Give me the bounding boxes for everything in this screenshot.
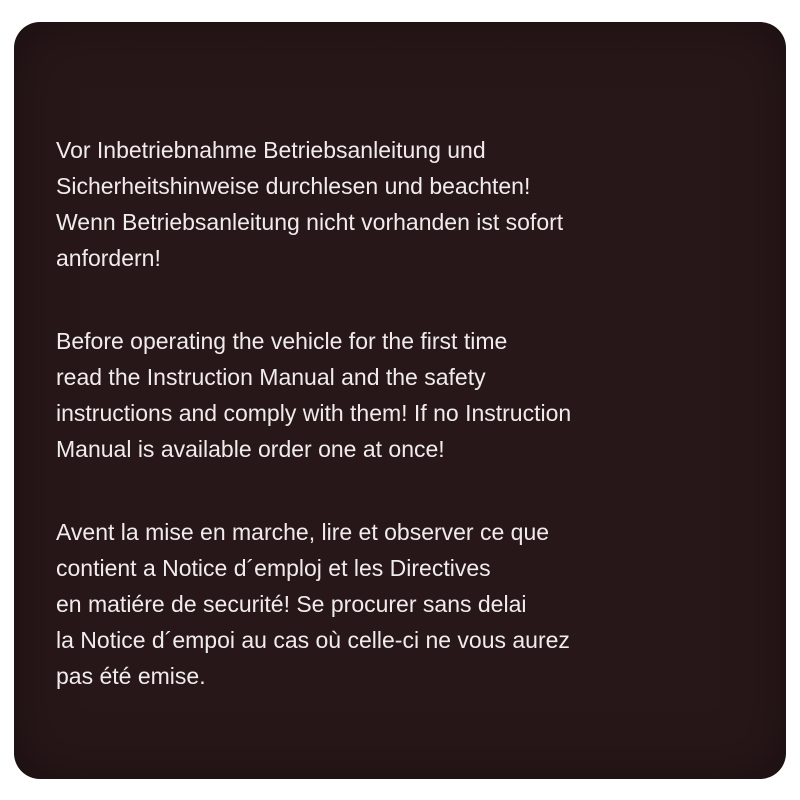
text-line: read the Instruction Manual and the safety (56, 364, 486, 390)
text-line: anfordern! (56, 245, 161, 271)
text-line: Before operating the vehicle for the first time (56, 328, 508, 354)
paragraph-french (56, 514, 766, 694)
text-line: Sicherheitshinweise durchlesen und beachten! (56, 173, 531, 199)
text-line: la Notice d´empoi au cas où celle-ci ne vous aurez (56, 627, 570, 653)
text-line: Manual is available order one at once! (56, 436, 445, 462)
warning-label-plate (14, 22, 786, 779)
text-line: instructions and comply with them! If no Instruction (56, 400, 572, 426)
text-line: Avent la mise en marche, lire et observer ce que (56, 519, 550, 545)
paragraph-english (56, 323, 766, 467)
text-line: Vor Inbetriebnahme Betriebsanleitung und (56, 137, 486, 163)
text-line: pas été emise. (56, 663, 206, 689)
text-line: en matiére de securité! Se procurer sans delai (56, 591, 527, 617)
text-line: contient a Notice d´emploj et les Directives (56, 555, 491, 581)
text-line: Wenn Betriebsanleitung nicht vorhanden ist sofort (56, 209, 564, 235)
paragraph-german (56, 132, 766, 276)
